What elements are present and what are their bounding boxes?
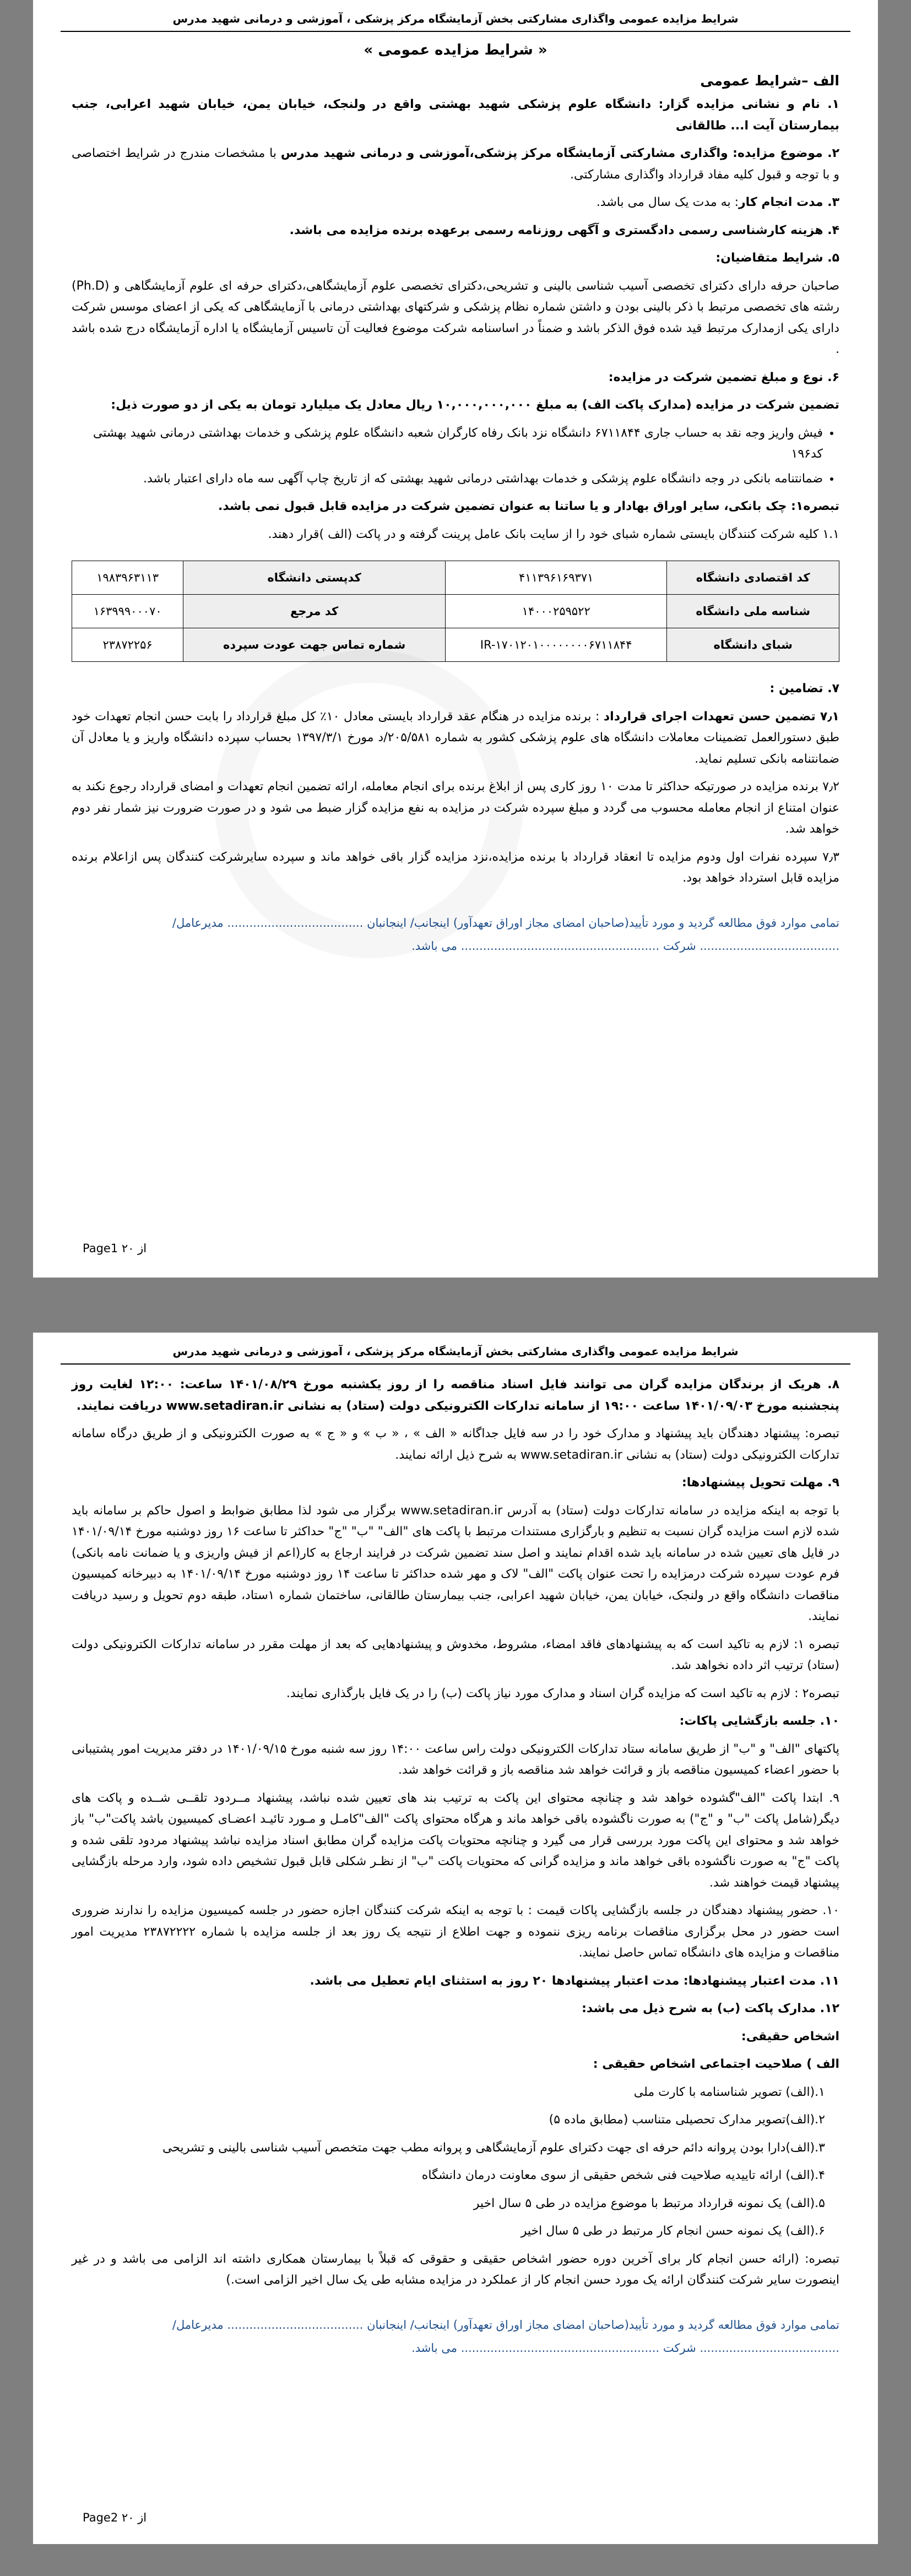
item-8-note: تبصره: پیشنهاد دهندگان باید پیشنهاد و مدارک خود را در سه فایل جداگانه « الف » ، « ب » و « ج » به صورت الکترونیکی و از طریق درگاه سامانه تدارکات الکترونیکی دولت (ستاد) به نشانی www.setadiran.ir به شرح ذیل ارائه نمایند. <box>72 1427 839 1462</box>
item-7-1: ۷٫۱ تضمین حسن تعهدات اجرای قرارداد : برنده مزایده در هنگام عقد قرارداد بایستی معادل ۱۰٪ کل مبلغ قرارداد را بابت حسن انجام تعهدات خود طبق دستورالعمل تضمینات معاملات دانشگاه های علوم پزشکی کشور به شماره ۲۰۵/۵۸۱/د مورخ ۱۳۹۷/۳/۱ بحساب سپرده دانشگاه واریز و یا معادل آن ضمانتنامه بانکی تسلیم نماید. <box>72 709 840 766</box>
signature-line-2: ...................................... شرکت ...................................................... می باشد. <box>411 939 839 953</box>
persons-heading: اشخاص حقیقی: <box>741 2029 839 2044</box>
table-label: کد اقتصادی دانشگاه <box>667 561 839 595</box>
note-1: تبصره۱: چک بانکی، سایر اوراق بهادار و یا ساتنا به عنوان تضمین شرکت در مزایده قابل قبول نمی باشد. <box>218 499 839 513</box>
item-6-title: ۶. نوع و مبلغ تضمین شرکت در مزایده: <box>608 370 839 384</box>
item-9-title: ۹. مهلت تحویل پیشنهادها: <box>682 1476 839 1490</box>
signature-line-2: ...................................... شرکت ...................................................... می باشد. <box>411 2341 839 2355</box>
table-row <box>72 561 839 595</box>
list-item: ۵.(الف) یک نمونه قرارداد مرتبط با موضوع مزایده در طی ۵ سال اخیر <box>473 2196 825 2210</box>
required-docs-list <box>72 2082 839 2242</box>
page-header: شرایط مزایده عمومی واگذاری مشارکتی بخش آزمایشگاه مرکز پزشکی ، آموزشی و درمانی شهید مدرس <box>61 1333 850 1365</box>
list-item: ۶.(الف) یک نمونه حسن انجام کار مرتبط در طی ۵ سال اخیر <box>520 2224 825 2238</box>
item-7-title: ۷. تضامین : <box>769 682 839 695</box>
table-value: ۱۹۸۳۹۶۳۱۱۳ <box>72 561 183 595</box>
signature-block <box>72 2313 839 2360</box>
page-header: شرایط مزایده عمومی واگذاری مشارکتی بخش آزمایشگاه مرکز پزشکی ، آموزشی و درمانی شهید مدرس <box>61 0 850 32</box>
table-label: کد مرجع <box>183 595 446 628</box>
item-7-2: ۷٫۲ برنده مزایده در صورتیکه حداکثر تا مدت ۱۰ روز کاری پس از ابلاغ برنده برای انجام معامله، ارائه تضمین انجام تعهدات و امضای قرارداد رجوع نکند به عنوان امتناع از انجام معامله محسوب می گردد و مبلغ سپرده شرکت در مزایده به نفع مزایده گزار ضبط می شود و در صورت ضرورت نیز شمار نفر دوم خواهد شد. <box>72 780 839 836</box>
page-footer: Page1 از ۲۰ <box>83 1242 147 1255</box>
page-title: « شرایط مزایده عمومی » <box>364 42 547 58</box>
list-item: ۴.(الف) ارائه تاییدیه صلاحیت فنی شخص حقیقی از سوی معاونت درمان دانشگاه <box>421 2169 825 2182</box>
table-label: شبای دانشگاه <box>667 628 839 662</box>
guarantee-option-deposit: • فیش واریز وجه نقد به حساب جاری ۶۷۱۱۸۴۴ دانشگاه نزد بانک رفاه کارگران شعبه دانشگاه علوم پزشکی و خدمات بهداشتی درمانی شهید بهشتی کد۱۹۶ <box>72 423 823 465</box>
item-5-text: صاحبان حرفه دارای دکترای تخصصی آسیب شناسی بالینی و تشریحی،دکترای تخصصی علوم آزمایشگاهی،دکترای حرفه ای علوم آزمایشگاهی و (Ph.D) رشته های تخصصی مرتبط با ذکر بالینی بودن و داشتن شماره نظام پزشکی و شرکتهای بهداشتی درمانی با آزمایشگاهی که یکی از اعضای موسس شرکت دارای یکی ازمدارک مرتبط قید شده فوق الذکر باشد و ضمناً در اساسنامه شرکت موضوع فعالیت آن تاسیس آزمایشگاه یا اداره آزمایشگاه درج شده باشد . <box>72 279 839 356</box>
item-10-text-3: ۱۰. حضور پیشنهاد دهندگان در جلسه بازگشایی پاکات قیمت : با توجه به اینکه شرکت کنندگان اجازه حضور در جلسه کمیسیون مزایده را ندارند ضروری است حضور در محل برگزاری مناقصات برنامه ریزی ننموده و جهت اطلاع از نتیجه یک روز بعد از جلسه مزایده با شماره ۲۳۸۷۲۲۲۲ مدیریت امور مناقصات و مزایده های دانشگاه تماس حاصل نمایند. <box>72 1904 839 1960</box>
guarantee-options <box>72 423 823 490</box>
page-footer: Page2 از ۲۰ <box>83 2511 147 2524</box>
table-value: ۴۱۱۳۹۶۱۶۹۳۷۱ <box>446 561 667 595</box>
table-value: ۲۳۸۷۲۲۵۶ <box>72 628 183 662</box>
university-info-table <box>72 561 839 662</box>
item-10-text-2: ۹. ابتدا پاکت "الف"گشوده خواهد شد و چنانچه محتوای این پاکت به ترتیب بند های تعیین شده نباشد، پیشنهاد مــردود تلقــی شــده و پاکت های دیگر(شامل پاکت "ب" و "ج") به صورت ناگشوده باقی خواهد ماند و هرگاه محتوای پاکت "الف"کامـل و مـورد تائیـد اعضـای کمیسیون باشد پاکت"ب" باز خواهد شد و محتوای این پاکت مورد بررسی قرار می گیرد و چنانچه محتویات پاکت مزایده گران مطابق اسناد مزایده نباشد پیشنهاد مردود تلقی شده و پاکت "ج" به صورت ناگشوده باقی خواهد ماند و مزایده گرانی که محتویات پاکت "ب" از نظـر شکلی قابل قبول تشخیص داده شود، وارد مرحله بازگشایی پیشنهاد قیمت خواهند شد. <box>72 1791 839 1890</box>
section-a-heading: الف ) صلاحیت اجتماعی اشخاص حقیقی : <box>593 2057 839 2071</box>
docs-note: تبصره: (ارائه حسن انجام کار برای آخرین دوره حضور اشخاص حقیقی و حقوقی که قبلاً با بیمارستان همکاری داشته اند الزامی می باشد و در غیر اینصورت سایر شرکت کنندگان ارائه یک مورد حسن انجام کار از عملکرد در مزایده مشابه طی یک سال اخیر الزامی است.) <box>72 2252 839 2287</box>
item-5-title: ۵. شرایط متقاضیان: <box>715 251 839 265</box>
item-9-note-1: تبصره ۱: لازم به تاکید است که به پیشنهادهای فاقد امضاء، مشروط، مخدوش و پیشنهادهایی که بعد از مهلت مقرر در سامانه تدارکات الکترونیکی دولت (ستاد) ترتیب اثر داده نخواهد شد. <box>72 1637 839 1672</box>
list-item: ۲.(الف)تصویر مدارک تحصیلی متناسب (مطابق ماده ۵) <box>549 2113 825 2127</box>
table-label: شماره تماس جهت عودت سپرده <box>183 628 446 662</box>
signature-line-1: تمامی موارد فوق مطالعه گردید و مورد تأیید(صاحبان امضای مجاز اوراق تعهدآور) اینجانب/ اینجانبان ..................................... مدیرعامل/ <box>172 2318 839 2332</box>
signature-block <box>72 911 839 958</box>
item-4: ۴. هزینه کارشناسی رسمی دادگستری و آگهی روزنامه رسمی برعهده برنده مزایده می باشد. <box>289 223 839 237</box>
item-9-text: با توجه به اینکه مزایده در سامانه تدارکات دولت (ستاد) به آدرس www.setadiran.ir برگزار می شود لذا مطابق ضوابط و اصول حاکم بر سامانه باید شده لازم است مزایده گران نسبت به تنظیم و بارگزاری مستندات مرتبط با پاکت های "الف" "ب" "ج" حداکثر تا ساعت ۱۶ روز دوشنبه مورخ ۱۴۰۱/۰۹/۱۴ در فایل های تعیین شده در سامانه باید شده اقدام نمایند و اصل سند تضمین شرکت در فرایند ارجاع به کار(اعم از فیش واریزی و یا ضمانت نامه بانکی) فرم عودت سپرده شرکت درمزایده را تحت عنوان پاکت "الف" لاک و مهر شده حداکثر تا ساعت ۱۴ روز دوشنبه مورخ ۱۴۰۱/۰۹/۱۴ به دبیرخانه کمیسیون مناقصات دانشگاه واقع در ولنجک، خیابان یمن، خیابان شهید اعرابی، جنب بیمارستان طالقانی، ساختمان شماره ۱ستاد، طبقه دوم تحویل و رسید دریافت نمایند. <box>72 1503 839 1623</box>
item-9-note-2: تبصره۲ : لازم به تاکید است که مزایده گران اسناد و مدارک مورد نیاز پاکت (ب) را در یک فایل بارگذاری نمایند. <box>286 1686 839 1700</box>
table-label: کدپستی دانشگاه <box>183 561 446 595</box>
note-1-sub: ۱.۱ کلیه شرکت کنندگان بایستی شماره شبای خود را از سایت بانک عامل پرینت گرفته و در پاکت (الف )قرار دهند. <box>268 527 839 541</box>
table-label: شناسه ملی دانشگاه <box>667 595 839 628</box>
guarantee-option-bank: • ضمانتنامه بانکی در وجه دانشگاه علوم پزشکی و خدمات بهداشتی درمانی شهید بهشتی که از تاریخ چاپ آگهی سه ماه دارای اعتبار باشد. <box>72 469 823 490</box>
item-10-text: پاکتهای "الف" و "ب" از طریق سامانه ستاد تدارکات الکترونیکی دولت راس ساعت ۱۴:۰۰ روز سه شنبه مورخ ۱۴۰۱/۰۹/۱۵ در دفتر مدیریت امور پشتیبانی با حضور اعضاء کمیسیون مناقصه باز و قرائت خواهد شد مناقصه باز و قرائت خواهد شد. <box>72 1742 839 1777</box>
list-item: ۳.(الف)دارا بودن پروانه دائم حرفه ای جهت دکترای علوم آزمایشگاهی و پروانه مطب جهت متخصص آسیب شناسی بالینی و تشریحی <box>162 2140 825 2155</box>
signature-line-1: تمامی موارد فوق مطالعه گردید و مورد تأیید(صاحبان امضای مجاز اوراق تعهدآور) اینجانب/ اینجانبان ..................................... مدیرعامل/ <box>172 916 839 930</box>
table-value: IR-۱۷۰۱۲۰۱۰۰۰۰۰۰۰۰۶۷۱۱۸۴۴ <box>446 628 667 662</box>
table-value: ۱۶۳۹۹۹۰۰۰۷۰ <box>72 595 183 628</box>
table-row <box>72 595 839 628</box>
item-1: ۱. نام و نشانی مزایده گزار: دانشگاه علوم پزشکی شهید بهشتی واقع در ولنجک، خیابان یمن، خیابان شهید اعرابی، جنب بیمارستان آیت ا... طالقانی <box>72 97 839 133</box>
item-2: ۲. موضوع مزایده: واگذاری مشارکتی آزمایشگاه مرکز پزشکی،آموزشی و درمانی شهید مدرس با مشخصات مندرج در شرایط اختصاصی و با توجه و قبول کلیه مفاد قرارداد واگذاری مشارکتی. <box>72 146 839 182</box>
table-value: ۱۴۰۰۰۲۵۹۵۲۲ <box>446 595 667 628</box>
document-page-1 <box>33 0 878 1278</box>
item-11: ۱۱. مدت اعتبار پیشنهادها: مدت اعتبار پیشنهادها ۲۰ روز به استثنای ایام تعطیل می باشد. <box>310 1974 839 1988</box>
item-10-title: ۱۰. جلسه بازگشایی پاکات: <box>679 1714 839 1728</box>
item-6-text: تضمین شرکت در مزایده (مدارک پاکت الف) به مبلغ ۱۰,۰۰۰,۰۰۰,۰۰۰ ریال معادل یک میلیارد تومان به یکی از دو صورت ذیل: <box>111 398 839 412</box>
item-12: ۱۲. مدارک پاکت (ب) به شرح ذیل می باشد: <box>582 2002 839 2015</box>
list-item: ۱.(الف) تصویر شناسنامه با کارت ملی <box>633 2085 825 2099</box>
item-8: ۸. هریک از برندگان مزایده گران می توانند فایل اسناد مناقصه را از روز یکشنبه مورخ ۱۴۰۱/۰۸/۲۹ ساعت: ۱۲:۰۰ لغایت روز پنجشنبه مورخ ۱۴۰۱/۰۹/۰۳ ساعت ۱۹:۰۰ از سامانه تدارکات الکترونیکی دولت (ستاد) به نشانی www.setadiran.ir دریافت نمایند. <box>72 1378 839 1413</box>
document-page-2 <box>33 1333 878 2544</box>
section-general-terms: الف –شرایط عمومی <box>700 73 839 89</box>
item-3: ۳. مدت انجام کار: به مدت یک سال می باشد. <box>596 195 839 209</box>
table-row <box>72 628 839 662</box>
item-7-3: ۷٫۳ سپرده نفرات اول ودوم مزایده تا انعقاد قرارداد با برنده مزایده،نزد مزایده گزار باقی خواهد ماند و سپرده سایرشرکت کنندگان پس ازاعلام برنده مزایده قابل استرداد خواهد بود. <box>72 850 839 885</box>
